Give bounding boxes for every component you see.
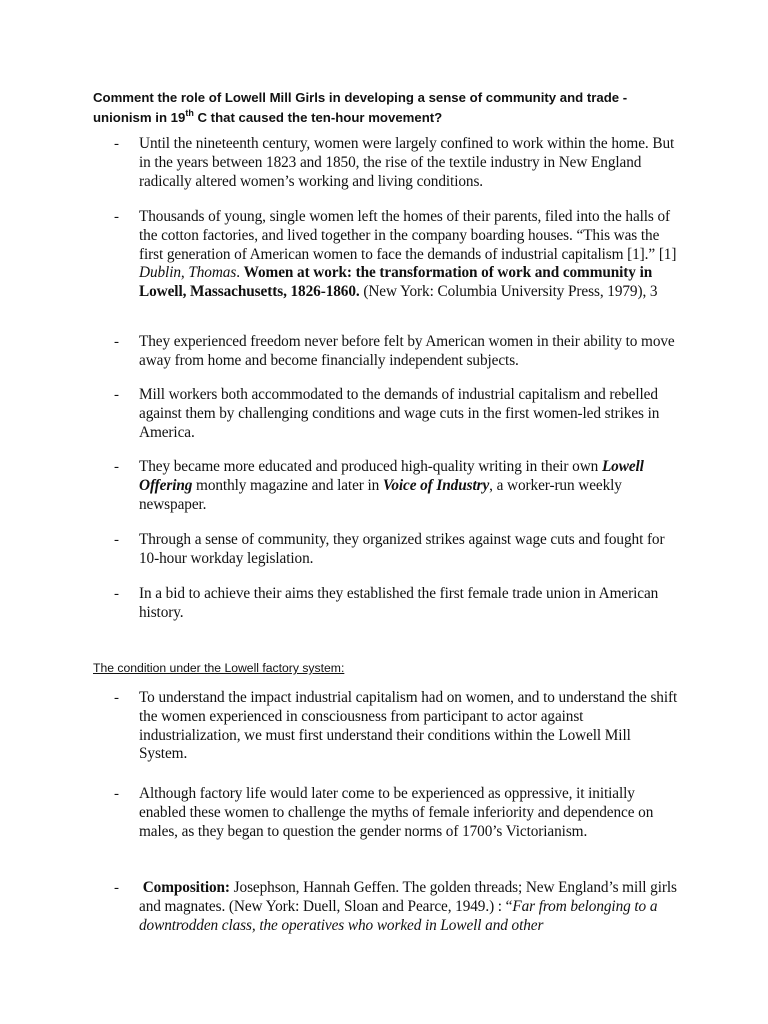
list-item-text: In a bid to achieve their aims they established the first female trade union in American history. xyxy=(139,585,659,621)
list-item-text: They experienced freedom never before felt by American women in their ability to move away from home and become financially independent subjects. xyxy=(139,333,675,369)
item-text: Thousands of young, single women left the homes of their parents, filed into the halls of the cotton factories, and lived together in the company boarding houses. “This was the first generation of American women to face the demands of industrial capitalism [1].” [1] xyxy=(139,208,677,263)
list-item-text: Through a sense of community, they organized strikes against wage cuts and fought for 10-hour workday legislation. xyxy=(139,531,665,567)
item-text: monthly magazine and later in xyxy=(192,476,383,494)
citation-publisher: (New York: Columbia University Press, 1979), 3 xyxy=(359,283,658,301)
citation-title: Women at work: the transformation of work and community in Lowell, Massachusetts, 1826-1860. xyxy=(139,264,653,301)
bullet-dash: - xyxy=(114,880,119,896)
bullet-dash: - xyxy=(114,334,119,350)
list-item-text: Although factory life would later come to be experienced as oppressive, it initially enabled these women to challenge the myths of female inferiority and dependence on males, as they began to question the gender norms of 1700’s Victorianism. xyxy=(139,785,654,840)
list-item-text: Until the nineteenth century, women were largely confined to work within the home. But in the years between 1823 and 1850, the rise of the textile industry in New England radically altered women’s working and living conditions. xyxy=(139,135,675,190)
heading-line-2a: unionism in 19 xyxy=(93,110,186,125)
quote-text: Far from belonging to a downtrodden class, the operatives who worked in Lowell and other xyxy=(139,897,658,934)
list-item-text xyxy=(139,458,681,514)
bullet-dash: - xyxy=(114,786,119,802)
bullet-dash: - xyxy=(114,209,119,225)
bullet-dash: - xyxy=(114,690,119,706)
heading-line-2b: C that caused the ten-hour movement? xyxy=(193,110,443,125)
list-item-text: Mill workers both accommodated to the demands of industrial capitalism and rebelled against them by challenging conditions and wage cuts in the first women-led strikes in America. xyxy=(139,386,660,441)
bullet-dash: - xyxy=(114,387,119,403)
item-text: Josephson, Hannah Geffen. The golden threads; New England’s mill girls and magnates. (New York: Duell, Sloan and Pearce, 1949.) : “ xyxy=(139,879,677,915)
magazine-title: Lowell Offering xyxy=(139,458,644,494)
bullet-dash: - xyxy=(114,586,119,602)
heading-line-1: Comment the role of Lowell Mill Girls in developing a sense of community and trade - xyxy=(93,90,628,105)
citation-author: Dublin, Thomas xyxy=(139,264,237,282)
item-text: They became more educated and produced high-quality writing in their own xyxy=(139,458,602,475)
list-item-text: To understand the impact industrial capitalism had on women, and to understand the shift the women experienced in consciousness from participant to actor against industrialization, we must first understand their conditions within the Lowell Mill System. xyxy=(139,689,678,763)
heading-superscript: th xyxy=(185,107,194,118)
list-item-text xyxy=(139,879,681,935)
bullet-dash: - xyxy=(114,532,119,548)
citation-separator: . xyxy=(236,264,244,282)
list-item-text xyxy=(139,208,681,302)
bullet-dash: - xyxy=(114,459,119,475)
section-title: The condition under the Lowell factory system: xyxy=(93,661,345,675)
question-heading xyxy=(93,88,713,128)
newspaper-title: Voice of Industry xyxy=(382,476,490,494)
item-text: , a worker-run weekly newspaper. xyxy=(139,476,622,513)
bullet-dash: - xyxy=(114,136,119,152)
composition-label: Composition: xyxy=(142,879,230,896)
